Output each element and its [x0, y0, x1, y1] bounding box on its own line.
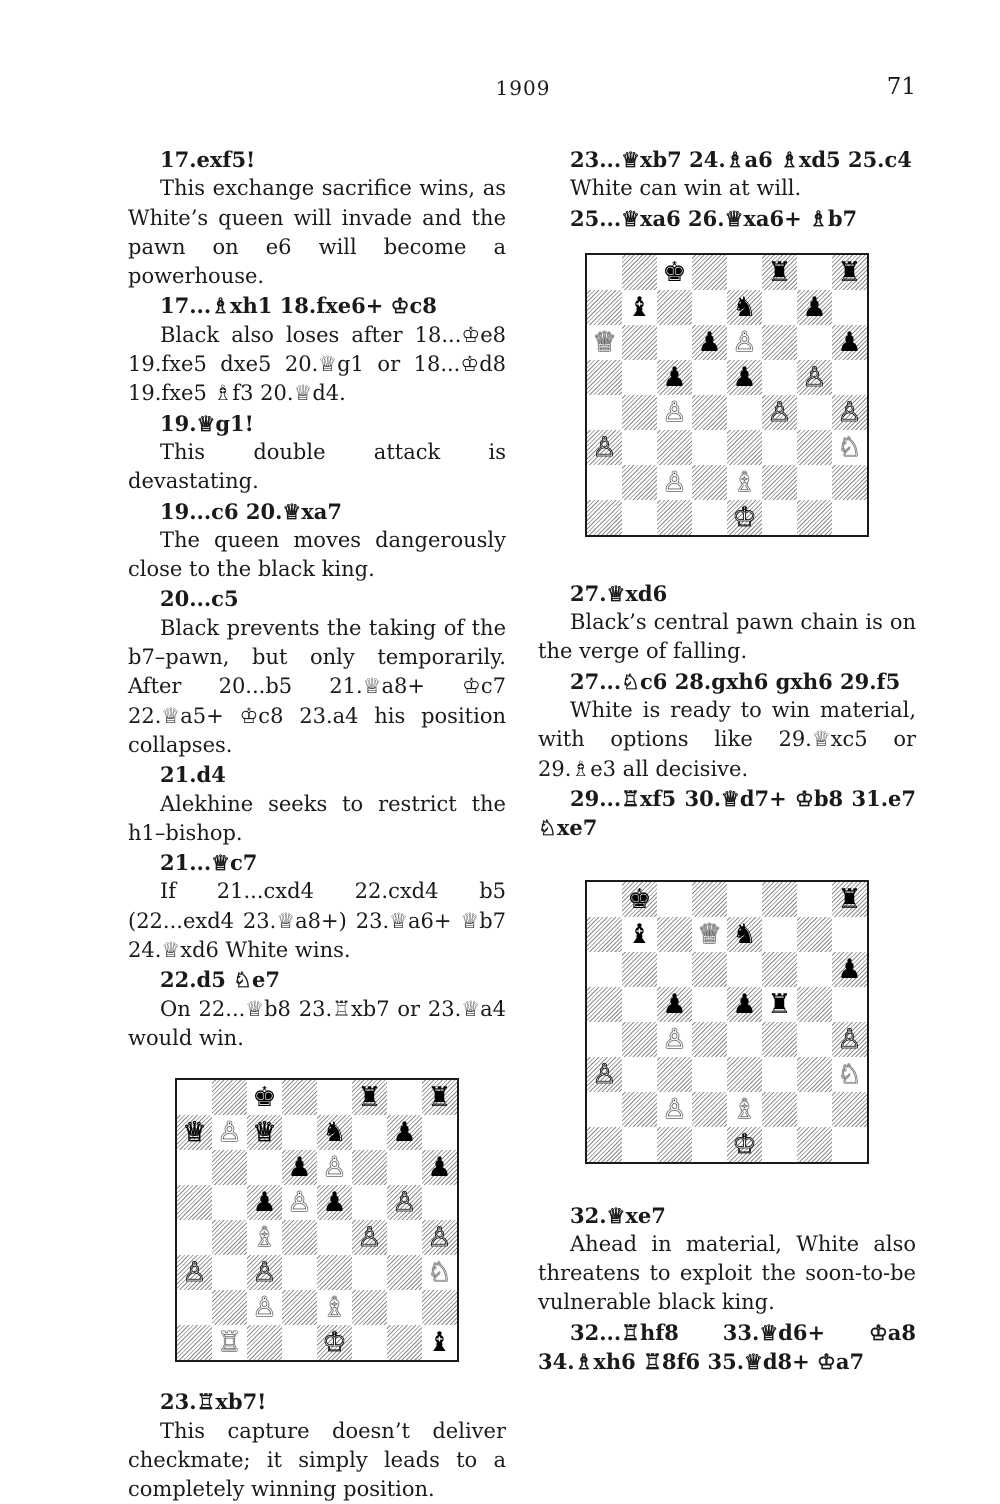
white-bishop-icon: ♗ — [322, 1294, 346, 1321]
chess-diagram-2 — [585, 880, 869, 1164]
square-g7 — [797, 917, 832, 952]
black-bishop-icon: ♝ — [627, 921, 651, 948]
square-f1 — [762, 500, 797, 535]
right-column — [538, 145, 916, 1376]
square-h8 — [832, 882, 867, 917]
white-pawn-icon: ♙ — [662, 399, 686, 426]
square-h8 — [422, 1080, 457, 1115]
square-a3 — [177, 1255, 212, 1290]
square-c8 — [657, 882, 692, 917]
square-a1 — [587, 500, 622, 535]
black-knight-icon: ♞ — [322, 1119, 346, 1146]
square-h8 — [832, 255, 867, 290]
square-h5 — [832, 360, 867, 395]
square-d2 — [692, 1092, 727, 1127]
white-knight-icon: ♘ — [427, 1259, 451, 1286]
square-g8 — [797, 255, 832, 290]
square-d5 — [282, 1185, 317, 1220]
square-b4 — [622, 395, 657, 430]
square-c1 — [247, 1325, 282, 1360]
square-c4 — [247, 1220, 282, 1255]
square-e1 — [317, 1325, 352, 1360]
square-c7 — [247, 1115, 282, 1150]
square-c1 — [657, 500, 692, 535]
square-g5 — [387, 1185, 422, 1220]
square-c6 — [247, 1150, 282, 1185]
square-d5 — [692, 987, 727, 1022]
square-c4 — [657, 1022, 692, 1057]
square-a4 — [587, 395, 622, 430]
square-b8 — [622, 882, 657, 917]
square-h3 — [832, 430, 867, 465]
square-d1 — [692, 1127, 727, 1162]
white-pawn-icon: ♙ — [837, 1026, 861, 1053]
left-column — [128, 145, 506, 1504]
square-f7 — [352, 1115, 387, 1150]
square-b5 — [622, 987, 657, 1022]
square-f7 — [762, 290, 797, 325]
move-line: 17...♗xh1 18.fxe6+ ♔c8 — [128, 291, 506, 320]
square-e8 — [727, 255, 762, 290]
square-a7 — [587, 290, 622, 325]
white-pawn-icon: ♙ — [732, 329, 756, 356]
square-a5 — [587, 360, 622, 395]
square-f2 — [352, 1290, 387, 1325]
move-line: 21.d4 — [128, 760, 506, 789]
square-e2 — [727, 1092, 762, 1127]
square-f4 — [762, 395, 797, 430]
white-pawn-icon: ♙ — [182, 1259, 206, 1286]
chess-diagram-1 — [175, 1078, 459, 1362]
square-b8 — [622, 255, 657, 290]
black-bishop-icon: ♝ — [427, 1329, 451, 1356]
square-a1 — [587, 1127, 622, 1162]
black-pawn-icon: ♟ — [662, 364, 686, 391]
white-king-icon: ♔ — [322, 1329, 346, 1356]
page-header — [0, 74, 1000, 104]
square-a4 — [587, 1022, 622, 1057]
commentary-paragraph: This capture doesn’t deliver checkmate; it simply leads to a completely winning position. — [128, 1417, 506, 1504]
white-pawn-icon: ♙ — [802, 364, 826, 391]
white-pawn-icon: ♙ — [252, 1294, 276, 1321]
black-knight-icon: ♞ — [732, 921, 756, 948]
square-a8 — [587, 255, 622, 290]
black-pawn-icon: ♟ — [662, 991, 686, 1018]
square-h7 — [832, 290, 867, 325]
square-h1 — [422, 1325, 457, 1360]
black-rook-icon: ♜ — [427, 1084, 451, 1111]
square-g3 — [387, 1255, 422, 1290]
square-c5 — [657, 987, 692, 1022]
commentary-paragraph: White is ready to win material, with options like 29.♕xc5 or 29.♗e3 all decisive. — [538, 696, 916, 784]
move-line: 19...c6 20.♕xa7 — [128, 497, 506, 526]
square-e4 — [727, 395, 762, 430]
commentary-paragraph: Alekhine seeks to restrict the h1–bishop. — [128, 790, 506, 849]
square-g6 — [797, 325, 832, 360]
square-h4 — [832, 395, 867, 430]
square-d3 — [692, 430, 727, 465]
square-d3 — [692, 1057, 727, 1092]
black-pawn-icon: ♟ — [392, 1119, 416, 1146]
square-c6 — [657, 952, 692, 987]
square-d6 — [692, 325, 727, 360]
square-e8 — [317, 1080, 352, 1115]
black-king-icon: ♚ — [252, 1084, 276, 1111]
black-king-icon: ♚ — [662, 259, 686, 286]
square-c2 — [657, 1092, 692, 1127]
square-g7 — [387, 1115, 422, 1150]
white-bishop-icon: ♗ — [252, 1224, 276, 1251]
move-line: 29...♖xf5 30.♕d7+ ♔b8 31.e7 ♘xe7 — [538, 784, 916, 843]
white-pawn-icon: ♙ — [322, 1154, 346, 1181]
square-b3 — [212, 1255, 247, 1290]
square-e6 — [727, 325, 762, 360]
black-pawn-icon: ♟ — [837, 329, 861, 356]
square-b8 — [212, 1080, 247, 1115]
square-f7 — [762, 917, 797, 952]
square-b6 — [212, 1150, 247, 1185]
move-line: 27.♕xd6 — [538, 579, 916, 608]
square-c5 — [247, 1185, 282, 1220]
square-c3 — [657, 430, 692, 465]
square-e4 — [727, 1022, 762, 1057]
square-f2 — [762, 1092, 797, 1127]
black-knight-icon: ♞ — [732, 294, 756, 321]
square-d4 — [692, 1022, 727, 1057]
white-pawn-icon: ♙ — [592, 1061, 616, 1088]
square-g2 — [387, 1290, 422, 1325]
square-c7 — [657, 290, 692, 325]
square-a6 — [587, 952, 622, 987]
move-line: 23...♕xb7 24.♗a6 ♗xd5 25.c4 — [538, 145, 916, 174]
black-pawn-icon: ♟ — [252, 1189, 276, 1216]
square-a5 — [177, 1185, 212, 1220]
square-e3 — [317, 1255, 352, 1290]
square-b2 — [622, 1092, 657, 1127]
square-b7 — [622, 290, 657, 325]
square-f8 — [352, 1080, 387, 1115]
square-a8 — [177, 1080, 212, 1115]
white-bishop-icon: ♗ — [732, 469, 756, 496]
move-line: 17.exf5! — [128, 145, 506, 174]
square-b7 — [212, 1115, 247, 1150]
square-e4 — [317, 1220, 352, 1255]
black-pawn-icon: ♟ — [802, 294, 826, 321]
white-pawn-icon: ♙ — [217, 1119, 241, 1146]
square-d1 — [692, 500, 727, 535]
white-queen-icon: ♕ — [182, 1119, 206, 1146]
square-d8 — [692, 255, 727, 290]
square-g4 — [387, 1220, 422, 1255]
square-c2 — [247, 1290, 282, 1325]
square-f8 — [762, 882, 797, 917]
move-line: 27...♘c6 28.gxh6 gxh6 29.f5 — [538, 667, 916, 696]
square-g6 — [387, 1150, 422, 1185]
commentary-paragraph: Black also loses after 18...♔e8 19.fxe5 dxe5 20.♕g1 or 18...♔d8 19.fxe5 ♗f3 20.♕d4. — [128, 321, 506, 409]
white-knight-icon: ♘ — [837, 434, 861, 461]
square-c8 — [247, 1080, 282, 1115]
square-a2 — [177, 1290, 212, 1325]
commentary-paragraph: White can win at will. — [538, 174, 916, 203]
square-b3 — [622, 430, 657, 465]
square-b1 — [622, 500, 657, 535]
page-number: 71 — [887, 74, 916, 100]
square-e2 — [317, 1290, 352, 1325]
square-g8 — [797, 882, 832, 917]
square-b6 — [622, 952, 657, 987]
square-a7 — [587, 917, 622, 952]
square-e7 — [727, 917, 762, 952]
square-e1 — [727, 1127, 762, 1162]
white-king-icon: ♔ — [732, 504, 756, 531]
square-g5 — [797, 987, 832, 1022]
square-h2 — [832, 465, 867, 500]
square-d4 — [692, 395, 727, 430]
square-e6 — [727, 952, 762, 987]
square-h6 — [832, 952, 867, 987]
white-pawn-icon: ♙ — [592, 434, 616, 461]
square-b1 — [212, 1325, 247, 1360]
square-a6 — [177, 1150, 212, 1185]
commentary-paragraph: On 22...♕b8 23.♖xb7 or 23.♕a4 would win. — [128, 995, 506, 1054]
running-title: 1909 — [0, 76, 1000, 100]
square-g3 — [797, 430, 832, 465]
move-line: 25...♕xa6 26.♕xa6+ ♗b7 — [538, 204, 916, 233]
square-h5 — [832, 987, 867, 1022]
square-d8 — [692, 882, 727, 917]
square-f6 — [762, 952, 797, 987]
black-pawn-icon: ♟ — [287, 1154, 311, 1181]
black-king-icon: ♚ — [627, 886, 651, 913]
commentary-paragraph: This double attack is devastating. — [128, 438, 506, 497]
square-g8 — [387, 1080, 422, 1115]
square-d7 — [282, 1115, 317, 1150]
square-a5 — [587, 987, 622, 1022]
square-c2 — [657, 465, 692, 500]
square-g5 — [797, 360, 832, 395]
white-pawn-icon: ♙ — [287, 1189, 311, 1216]
square-h2 — [422, 1290, 457, 1325]
square-g1 — [797, 1127, 832, 1162]
square-g2 — [797, 1092, 832, 1127]
white-pawn-icon: ♙ — [662, 1096, 686, 1123]
move-line: 19.♕g1! — [128, 409, 506, 438]
square-d2 — [282, 1290, 317, 1325]
square-f1 — [762, 1127, 797, 1162]
square-e8 — [727, 882, 762, 917]
square-a1 — [177, 1325, 212, 1360]
square-f3 — [762, 1057, 797, 1092]
square-h4 — [832, 1022, 867, 1057]
chess-diagram-1 — [585, 253, 869, 537]
square-d2 — [692, 465, 727, 500]
square-f8 — [762, 255, 797, 290]
black-rook-icon: ♜ — [837, 886, 861, 913]
commentary-paragraph: This exchange sacrifice wins, as White’s queen will invade and the pawn on e6 will become a powerhouse. — [128, 174, 506, 291]
black-rook-icon: ♜ — [767, 991, 791, 1018]
white-pawn-icon: ♙ — [427, 1224, 451, 1251]
white-pawn-icon: ♙ — [837, 399, 861, 426]
square-b4 — [622, 1022, 657, 1057]
square-f4 — [352, 1220, 387, 1255]
square-g4 — [797, 395, 832, 430]
move-line: 20...c5 — [128, 584, 506, 613]
square-b3 — [622, 1057, 657, 1092]
square-d6 — [282, 1150, 317, 1185]
square-d7 — [692, 917, 727, 952]
commentary-paragraph: Ahead in material, White also threatens to exploit the soon-to-be vulnerable black king. — [538, 1230, 916, 1318]
white-pawn-icon: ♙ — [662, 1026, 686, 1053]
white-pawn-icon: ♙ — [252, 1259, 276, 1286]
white-pawn-icon: ♙ — [392, 1189, 416, 1216]
square-c3 — [657, 1057, 692, 1092]
move-line: 22.d5 ♘e7 — [128, 965, 506, 994]
square-d7 — [692, 290, 727, 325]
square-d6 — [692, 952, 727, 987]
square-c1 — [657, 1127, 692, 1162]
square-e5 — [317, 1185, 352, 1220]
square-b6 — [622, 325, 657, 360]
black-rook-icon: ♜ — [837, 259, 861, 286]
square-e3 — [727, 430, 762, 465]
square-g6 — [797, 952, 832, 987]
commentary-paragraph: Black’s central pawn chain is on the verge of falling. — [538, 608, 916, 667]
square-c8 — [657, 255, 692, 290]
black-pawn-icon: ♟ — [697, 329, 721, 356]
square-b7 — [622, 917, 657, 952]
square-c5 — [657, 360, 692, 395]
square-h1 — [832, 1127, 867, 1162]
black-rook-icon: ♜ — [767, 259, 791, 286]
square-a2 — [587, 1092, 622, 1127]
commentary-paragraph: If 21...cxd4 22.cxd4 b5 (22...exd4 23.♕a8+) 23.♕a6+ ♕b7 24.♕xd6 White wins. — [128, 877, 506, 965]
square-b5 — [212, 1185, 247, 1220]
square-g1 — [387, 1325, 422, 1360]
square-d1 — [282, 1325, 317, 1360]
square-b2 — [622, 465, 657, 500]
square-g3 — [797, 1057, 832, 1092]
white-pawn-icon: ♙ — [767, 399, 791, 426]
move-line: 32.♕xe7 — [538, 1201, 916, 1230]
square-e2 — [727, 465, 762, 500]
square-a3 — [587, 430, 622, 465]
square-c6 — [657, 325, 692, 360]
move-line: 21...♕c7 — [128, 848, 506, 877]
white-queen-icon: ♕ — [252, 1119, 276, 1146]
square-f2 — [762, 465, 797, 500]
square-b5 — [622, 360, 657, 395]
square-g7 — [797, 290, 832, 325]
square-f5 — [762, 987, 797, 1022]
white-rook-icon: ♖ — [217, 1329, 241, 1356]
square-e7 — [727, 290, 762, 325]
square-c3 — [247, 1255, 282, 1290]
black-pawn-icon: ♟ — [732, 364, 756, 391]
square-a2 — [587, 465, 622, 500]
square-e5 — [727, 987, 762, 1022]
square-b4 — [212, 1220, 247, 1255]
square-b2 — [212, 1290, 247, 1325]
move-line: 23.♖xb7! — [128, 1387, 506, 1416]
square-e6 — [317, 1150, 352, 1185]
square-e5 — [727, 360, 762, 395]
square-h6 — [422, 1150, 457, 1185]
square-f5 — [352, 1185, 387, 1220]
white-queen-icon: ♕ — [697, 921, 721, 948]
move-line: 32...♖hf8 33.♕d6+ ♔a8 34.♗xh6 ♖8f6 35.♕d8+ ♔a7 — [538, 1318, 916, 1377]
square-f6 — [762, 325, 797, 360]
square-f3 — [762, 430, 797, 465]
square-h4 — [422, 1220, 457, 1255]
square-g1 — [797, 500, 832, 535]
square-a4 — [177, 1220, 212, 1255]
square-h3 — [832, 1057, 867, 1092]
black-pawn-icon: ♟ — [322, 1189, 346, 1216]
white-bishop-icon: ♗ — [732, 1096, 756, 1123]
square-h7 — [832, 917, 867, 952]
square-d4 — [282, 1220, 317, 1255]
square-c4 — [657, 395, 692, 430]
square-e1 — [727, 500, 762, 535]
square-a6 — [587, 325, 622, 360]
black-pawn-icon: ♟ — [427, 1154, 451, 1181]
black-pawn-icon: ♟ — [837, 956, 861, 983]
white-pawn-icon: ♙ — [357, 1224, 381, 1251]
white-queen-icon: ♕ — [592, 329, 616, 356]
square-f4 — [762, 1022, 797, 1057]
square-d8 — [282, 1080, 317, 1115]
square-f1 — [352, 1325, 387, 1360]
black-rook-icon: ♜ — [357, 1084, 381, 1111]
square-a3 — [587, 1057, 622, 1092]
black-bishop-icon: ♝ — [627, 294, 651, 321]
square-h5 — [422, 1185, 457, 1220]
white-king-icon: ♔ — [732, 1131, 756, 1158]
commentary-paragraph: Black prevents the taking of the b7–pawn, but only temporarily. After 20...b5 21.♕a8+ ♔c7 22.♕a5+ ♔c8 23.a4 his position collapses. — [128, 614, 506, 760]
square-g4 — [797, 1022, 832, 1057]
square-f5 — [762, 360, 797, 395]
square-b1 — [622, 1127, 657, 1162]
square-a8 — [587, 882, 622, 917]
square-f6 — [352, 1150, 387, 1185]
white-knight-icon: ♘ — [837, 1061, 861, 1088]
square-d3 — [282, 1255, 317, 1290]
square-h6 — [832, 325, 867, 360]
square-h3 — [422, 1255, 457, 1290]
square-h7 — [422, 1115, 457, 1150]
square-e7 — [317, 1115, 352, 1150]
square-h2 — [832, 1092, 867, 1127]
square-g2 — [797, 465, 832, 500]
square-f3 — [352, 1255, 387, 1290]
square-e3 — [727, 1057, 762, 1092]
square-a7 — [177, 1115, 212, 1150]
white-pawn-icon: ♙ — [662, 469, 686, 496]
square-h1 — [832, 500, 867, 535]
square-d5 — [692, 360, 727, 395]
black-pawn-icon: ♟ — [732, 991, 756, 1018]
square-c7 — [657, 917, 692, 952]
commentary-paragraph: The queen moves dangerously close to the black king. — [128, 526, 506, 585]
